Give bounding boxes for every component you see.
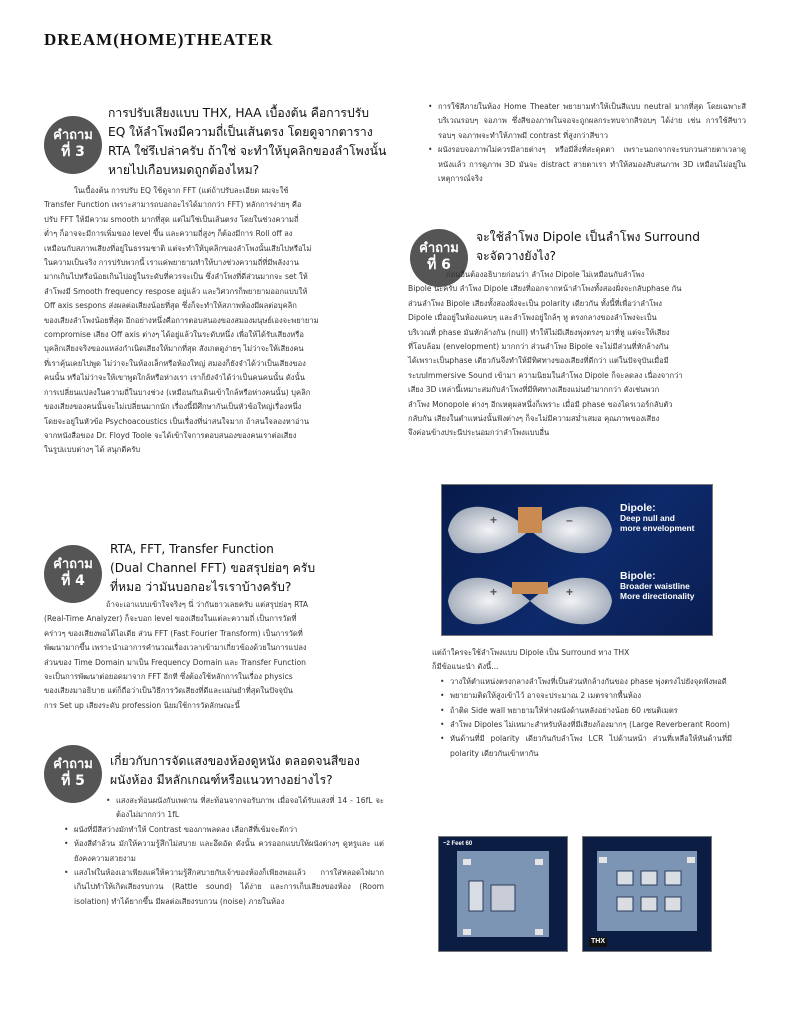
body-line: Off axis sespons ส่งผลต่อเสียงน้อยที่สุด ซึ่งก็จะทำให้สภาพห้องมีผลต่อบุคลิก (44, 301, 297, 311)
list-item: • ห้องสีดำล้วน มักให้ความรู้สึกไม่สบาย และอึดอัด ดังนั้น ควรออกแบบให้ผนังต่างๆ ดูหรูและ แต่ยังคงความสวยงาม (64, 837, 384, 866)
question-4-heading (110, 540, 380, 597)
body-line: ลำโพง Monopole ต่างๆ อีกเหตุผลหนึ่งก็เพราะ เมื่อมี phase ของไดรเวอร์กลับตัว (408, 399, 673, 409)
body-line: จึงค่อนข้างประนีประนอมกว่าลำโพงแบบอื่น (408, 428, 550, 438)
heading-line: RTA ใช่รึเปล่าครับ ถ้าใช่ จะทำให้บุคลิกของลำโพงนั้น (108, 144, 387, 158)
question-badge-4 (44, 545, 102, 603)
dipole-lobe-left (448, 507, 530, 554)
dipole-speaker-box (518, 507, 542, 533)
body-line: ของเสียงของคนนั้นจะไม่เปลี่ยนมากนัก เรื่องนี้มีศึกษากันเป็นหัวข้อใหญ่เรื่องหนึ่ง (44, 402, 302, 412)
body-line: ของเสียงมาอธิบาย แต่ก็ถือว่าเป็นวิธีการวัดเสียงที่ดีและแม่นยำที่สุดในปัจจุบัน (44, 686, 293, 696)
body-line: โดยจะอยู่ในหัวข้อ Psychoacoustics เป็นเรื่องที่น่าสนใจมาก ถ้าสนใจลองหาอ่าน (44, 416, 310, 426)
body-line: บุคลิกเสียงจริงของแหล่งกำเนิดเสียงให้มากที่สุด สังเกตดูง่ายๆ ไม่ว่าจะให้เสียงคน (44, 344, 304, 354)
list-item: • แสงสะท้อนผนังกับเพดาน ที่สะท้อนจากจอรับภาพ เมื่อจอได้รับแสงที่ 14 - 16fL จะต้องไม่มากกว่า 1fL (106, 794, 384, 823)
body-line: (Real-Time Analyzer) ก็จะบอก level ของเสียงในแต่ละความถี่ เป็นการวัดที่ (44, 614, 297, 624)
body-line: ในรูปแบบต่างๆ ได้ สนุกดีครับ (44, 445, 141, 455)
body-line: การ Set up เสียงระดับ profession นิยมใช้การวัดลักษณะนี้ (44, 700, 240, 710)
room-layout-graphic (439, 837, 567, 951)
heading-line: ที่หมอ ว่ามันบอกอะไรเราบ้างครับ? (110, 580, 292, 594)
badge-number: ที่ 3 (61, 144, 85, 160)
body-line: ส่วนลำโพง Bipole เสียงทั้งสองฝั่งจะเป็น polarity เดียวกัน ทั้งนี้ที่เพื่อว่าลำโพง (408, 298, 663, 308)
heading-line: จะใช้ลำโพง Dipole เป็นลำโพง Surround (476, 230, 700, 244)
dipole-caption-line: Deep null and (620, 513, 675, 523)
body-line: Bipole นะครับ ลำโพง Dipole เสียงที่ออกจากหน้าลำโพงทั้งสองฝั่งจะกลับphase กัน (408, 284, 682, 294)
heading-line: ผนังห้อง มีหลักเกณฑ์หรือแนวทางอย่างไร? (110, 773, 333, 787)
body-line: การเปลี่ยนแปลงในความถี่ในบางช่วง (เหมือนกับเดินเข้าใกล้หรือห่างคนนั้น) บุคลิก (44, 387, 311, 397)
bipole-caption-line: Broader waistline (620, 581, 690, 591)
body-line: ปรับ FFT ให้มีความ smooth มากที่สุด แต่ไม่ใช่เป็นเส้นตรง โดยในช่วงความถี่ (44, 214, 299, 224)
bipole-caption-line: More directionality (620, 591, 695, 601)
intro-line: ก็มีข้อแนะนำ ดังนี้... (432, 662, 499, 672)
list-item: • การใช้สีภายในห้อง Home Theater พยายามทำให้เป็นสีแบบ neutral มากที่สุด โดยเฉพาะสีบริเวณรอบๆ จอภาพ ซึ่งสีของภาพในจอจะถูกผลกระทบจากสีรอบๆ ได้ง่าย เช่น การใช้สีขาวรอบๆ จอภาพจะทำให้ภาพมี contrast ที่สูงกว่าสีขาว (428, 100, 746, 143)
body-line: ที่เราคุ้นเคยไปพูด ไม่ว่าจะในห้องเล็กหรือห้องใหญ่ สมองก็ยังจำได้ว่าเป็นเสียงของ (44, 358, 306, 368)
masthead: DREAM(HOME)THEATER (44, 30, 274, 49)
bipole-plus-sign-left: + (490, 585, 498, 599)
list-item: • ลำโพง Dipoles ไม่เหมาะสำหรับห้องที่มีเสียงก้องมากๆ (Large Reverberant Room) (440, 718, 732, 732)
bipole-speaker-box (512, 582, 548, 594)
list-item: • วางให้ตำแหน่งตรงกลางลำโพงที่เป็นส่วนหักล้างกันของ phase พุ่งตรงไปยังจุดฟังพอดี (440, 675, 732, 689)
body-line: Dipole เมื่ออยู่ในห้องแคบๆ และลำโพงอยู่ใกล้ๆ หู ตรงกลางของลำโพงจะเป็น (408, 313, 657, 323)
room-layout-graphic (583, 837, 711, 951)
question-3-heading (108, 104, 388, 180)
list-item: • หันด้านที่มี polarity เดียวกันกับลำโพง LCR ไปด้านหน้า ส่วนที่เหลือให้หันด้านที่มี polarity เดียวกันเข้าหากัน (440, 732, 732, 761)
body-line: ก่อนอื่นต้องอธิบายก่อนว่า ลำโพง Dipole ไม่เหมือนกับลำโพง (446, 270, 645, 279)
body-line: ลำโพงมี Smooth frequency respose อยู่แล้ว และวิศวกรก็พยายามออกแบบให้ (44, 286, 308, 296)
body-line: ส่วนของ Time Domain มาเป็น Frequency Domain และ Transfer Function (44, 657, 306, 667)
bipole-caption (620, 571, 694, 601)
badge-number: ที่ 6 (427, 257, 451, 273)
body-line: เสียง 3D เหล่านี้เหมาะสมกับลำโพงที่มีทิศทางเสียงแม่นยำมากกว่า ดังเช่นพวก (408, 385, 660, 395)
body-line: ถ้าจะเอาแบบเข้าใจจริงๆ นี่ ว่ากันยาวเลยครับ แต่สรุปย่อๆ RTA (106, 600, 309, 609)
body-line: ในเบื้องต้น การปรับ EQ ใช้ดูจาก FFT (แต่ถ้าปรับละเอียด ผมจะใช้ (74, 186, 289, 195)
answer-3-body (44, 184, 384, 458)
dipole-caption-title: Dipole: (620, 502, 656, 514)
heading-line: จะจัดวางยังไง? (476, 249, 557, 263)
question-5-heading (110, 752, 390, 790)
dipole-minus-sign: – (566, 513, 573, 527)
body-line: Transfer Function เพราะสามารถบอกอะไรได้มากกว่า FFT) หลักการง่ายๆ คือ (44, 200, 302, 210)
color-guidelines (406, 100, 746, 186)
bipole-caption-title: Bipole: (620, 570, 656, 582)
list-item: • ผนังที่มีสีสว่างมักทำให้ Contrast ของภาพลดลง เลือกสีที่เข้มจะดีกว่า (64, 823, 384, 837)
badge-label: คำถาม (53, 757, 93, 772)
heading-line: การปรับเสียงแบบ THX, HAA เบื้องต้น คือการปรับ (108, 106, 369, 120)
heading-line: หายไปเกือบหมดถูกต้องไหม? (108, 163, 260, 177)
answer-6-body (408, 268, 748, 441)
body-line: พัฒนามากขึ้น เพราะนำเอาการคำนวณเรื่องเวลาเข้ามาเกี่ยวข้องด้วยในการแปลง (44, 643, 307, 653)
body-line: จากหนังสือของ Dr. Floyd Toole จะได้เข้าใจการตอบสนองของคนเราต่อเสียง (44, 430, 297, 440)
body-line: ได้เพราะเป็นphase เดียวกันจึงทำให้มีทิศทางของเสียงที่ดีกว่า แต่ในปัจจุบันเมื่อมี (408, 356, 669, 366)
badge-number: ที่ 5 (61, 773, 85, 789)
body-line: จะเป็นการพัฒนาต่อยอดมาจาก FFT อีกที ซึ่งต้องใช้หลักการในเรื่อง physics (44, 672, 293, 682)
heading-line: เกี่ยวกับการจัดแสงของห้องดูหนัง ตลอดจนสีของ (110, 754, 360, 768)
body-line: ของเสียงลำโพงน้อยที่สุด อีกอย่างหนึ่งคือการตอบสนองของสมองมนุษย์เองจะพยายาม (44, 315, 319, 325)
body-line: compromise เสียง Off axis ต่างๆ ได้อยู่แล้วในระดับหนึ่ง เพื่อให้ได้รับเสียงหรือ (44, 330, 304, 340)
list-item: • แสงไฟในห้องเอาเพียงแค่ให้ความรู้สึกสบายกับเจ้าของห้องก็เพียงพอแล้ว การใส่หลอดไฟมากเกินไปทำให้เกิดเสียงรบกวน (Rattle sound) ได้ง่าย และการเก็บเสียงของห้อง (Room isolation) ทำได้ยากขึ้น มีผลต่อเสียงรบกวน (noise) ภายในห้อง (64, 866, 384, 909)
dipole-bipole-figure (441, 484, 713, 636)
heading-line: (Dual Channel FFT) ขอสรุปย่อๆ ครับ (110, 561, 316, 575)
body-line: ต่ำๆ ก็อาจจะมีการเพิ่มของ level ขึ้น และความถี่สูงๆ ก็ต้องมีการ Roll off ลง (44, 229, 293, 239)
badge-label: คำถาม (419, 241, 459, 256)
dipole-plus-sign: + (490, 513, 498, 527)
distance-label: ~2 Feet 60 (443, 841, 473, 847)
body-line: บริเวณที่ phase มันหักล้างกัน (null) ทำให้ไม่มีเสียงพุ่งตรงๆ มาที่หู แต่จะให้เสียง (408, 327, 670, 337)
heading-line: RTA, FFT, Transfer Function (110, 542, 274, 556)
list-item: • ผนังรอบจอภาพไม่ควรมีลายต่างๆ หรือมีสิ่งที่สะดุดตา เพราะนอกจากจะรบกวนสายตาเวลาดูหนังแล้ว การดูภาพ 3D มันจะ distract สายตาเรา ทำให้สมองสับสนภาพ 3D เหมือนไม่อยู่ในเหตุการณ์จริง (428, 143, 746, 186)
body-line: ระบบImmersive Sound เข้ามา ความนิยมในลำโพง Dipole ก็จะลดลง เนื่องจากว่า (408, 370, 683, 380)
dipole-caption (620, 503, 694, 533)
heading-line: EQ ให้ลำโพงมีความถี่เป็นเส้นตรง โดยดูจากตาราง (108, 125, 373, 139)
list-item: • พยายามติดให้สูงเข้าไว้ อาจจะประมาณ 2 เมตรจากพื้นห้อง (440, 689, 732, 703)
badge-label: คำถาม (53, 557, 93, 572)
dipole-caption-line: more envelopment (620, 523, 695, 533)
bipole-plus-sign-right: + (566, 585, 574, 599)
body-line: ที่โอบล้อม (envelopment) มากกว่า ส่วนลำโพง Bipole จะไม่มีส่วนที่หักล้างกัน (408, 342, 669, 352)
body-line: กลับกัน เสียงในตำแหน่งนั้นฟังต่างๆ ก็จะไม่มีความสม่ำเสมอ คุณภาพของเสียง (408, 414, 660, 424)
body-line: คนนั้น หรือไม่ว่าจะให้เขาพูดใกล้หรือห่างเรา เราก็ยังจำได้ว่าเป็นคนคนนั้น ดังนั้น (44, 373, 305, 383)
list-item: • ถ้าติด Side wall พยายามให้ห่างผนังด้านหลังอย่างน้อย 60 เซนติเมตร (440, 704, 732, 718)
intro-line: แต่ถ้าใครจะใช้ลำโพงแบบ Dipole เป็น Surround ทาง THX (432, 648, 630, 657)
body-line: มากเกินไปหรือน้อยเกินไปอยู่ในระดับที่ควรจะเป็น ซึ่งลำโพงที่ดีส่วนมากจะ set ให้ (44, 272, 308, 282)
answer-4-body (44, 598, 384, 713)
badge-number: ที่ 4 (61, 573, 85, 589)
badge-label: คำถาม (53, 128, 93, 143)
room-layout-left (438, 836, 568, 952)
body-line: เหมือนกับสภาพเสียงที่อยู่ในธรรมชาติ แต่จะทำให้บุคลิกของลำโพงนั้นเสียไปหรือไม่ (44, 243, 312, 253)
thx-recommendations (432, 646, 732, 761)
room-layout-right (582, 836, 712, 952)
question-6-heading (476, 228, 736, 266)
thx-logo: THX (591, 938, 605, 945)
question-badge-3 (44, 116, 102, 174)
body-line: ในความเป็นจริง การปรับพวกนี้ เราแค่พยายามทำให้บางช่วงความถี่ที่มีพลังงาน (44, 258, 299, 268)
body-line: คร่าวๆ ของเสียงพอได้ไอเดีย ส่วน FFT (Fast Fourier Transform) เป็นการวัดที่ (44, 628, 303, 638)
answer-5-body (44, 794, 384, 909)
